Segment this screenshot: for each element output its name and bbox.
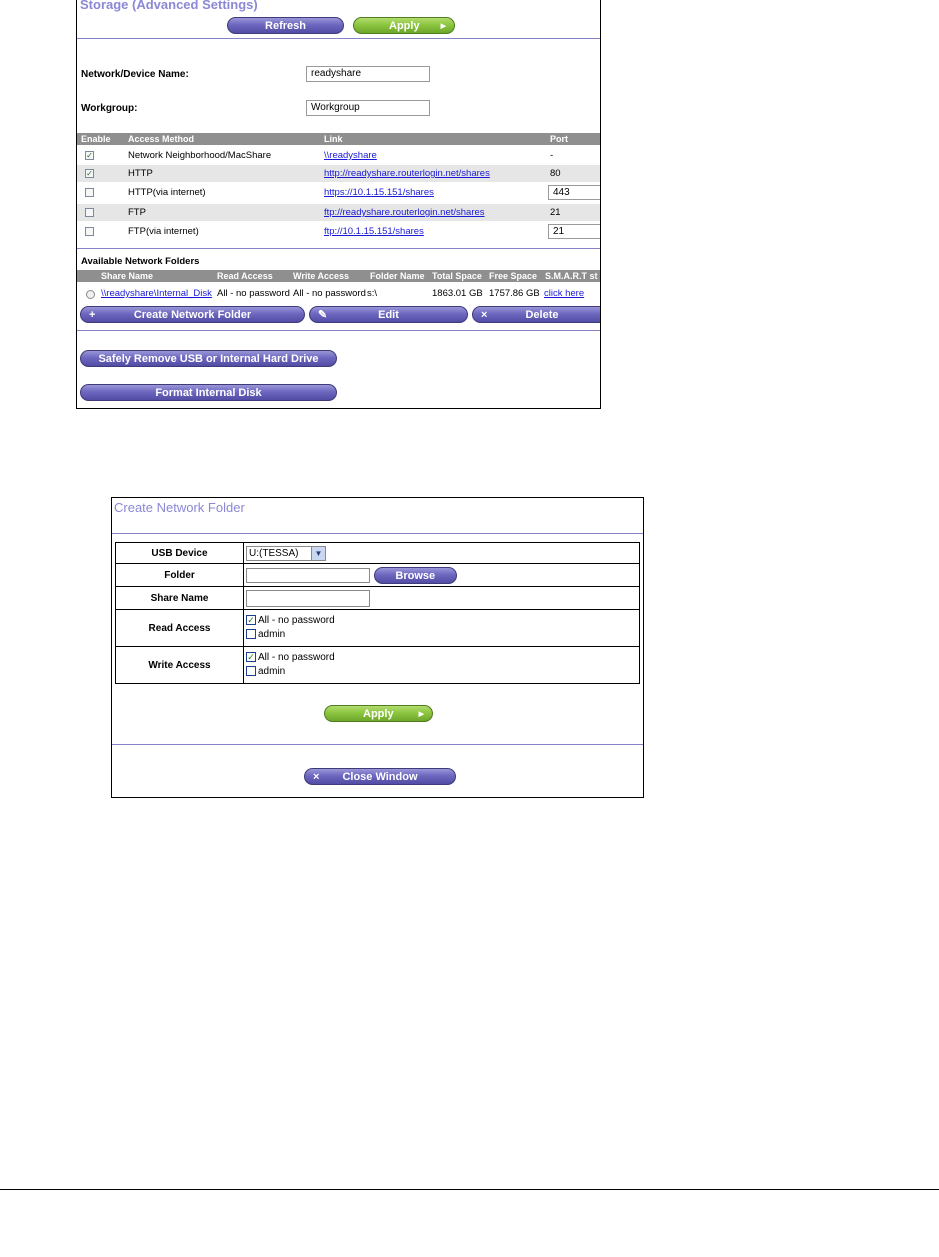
divider <box>77 38 600 39</box>
safely-remove-button[interactable]: Safely Remove USB or Internal Hard Drive <box>80 350 337 367</box>
storage-advanced-settings-panel <box>76 0 601 409</box>
smart-status-link[interactable]: click here <box>544 288 585 299</box>
write-option-all <box>244 651 639 665</box>
folder-cell <box>244 564 640 587</box>
device-name-input[interactable]: readyshare <box>306 66 430 82</box>
delete-button[interactable] <box>472 306 601 323</box>
col-folder-name: Folder Name <box>370 271 425 281</box>
folder-radio[interactable] <box>86 290 95 299</box>
port-input[interactable]: 443 <box>548 185 601 200</box>
access-row-http <box>77 165 600 182</box>
write-admin-checkbox[interactable] <box>246 666 256 676</box>
col-write-access: Write Access <box>293 271 350 281</box>
write-all-label: All - no password <box>258 652 335 663</box>
usb-device-label: USB Device <box>116 543 244 564</box>
access-row-http-internet <box>77 184 600 201</box>
col-read-access: Read Access <box>217 271 273 281</box>
footer-rule <box>0 1189 939 1190</box>
total-space: 1863.01 GB <box>432 288 483 299</box>
read-access-label: Read Access <box>116 610 244 647</box>
share-name-link[interactable]: \\readyshare\Internal_Disk <box>101 288 212 299</box>
chevron-down-icon: ▼ <box>311 547 325 560</box>
col-enable: Enable <box>81 134 111 144</box>
x-icon: × <box>481 309 488 321</box>
col-port: Port <box>550 134 568 144</box>
write-access: All - no password <box>293 288 366 299</box>
col-smart-status: S.M.A.R.T st <box>545 271 598 281</box>
folder-name: s:\ <box>367 288 378 299</box>
close-window-label: Close Window <box>342 771 418 783</box>
access-link[interactable]: \\readyshare <box>324 150 377 161</box>
enable-checkbox[interactable]: ✓ <box>86 151 93 160</box>
create-folder-form <box>115 542 640 684</box>
access-port: - <box>550 150 554 161</box>
delete-label: Delete <box>525 309 559 321</box>
refresh-button[interactable]: Refresh <box>227 17 344 34</box>
access-table-header <box>77 133 600 145</box>
read-admin-checkbox[interactable] <box>246 629 256 639</box>
access-port: 80 <box>550 168 561 179</box>
access-method: FTP <box>128 207 146 218</box>
create-network-folder-panel <box>111 497 644 798</box>
folder-input[interactable] <box>246 568 370 583</box>
apply-label: Apply <box>389 20 420 32</box>
access-row-neighborhood <box>77 147 600 164</box>
share-name-input[interactable] <box>246 590 370 607</box>
enable-checkbox[interactable] <box>85 227 94 236</box>
read-all-label: All - no password <box>258 615 335 626</box>
free-space: 1757.86 GB <box>489 288 540 299</box>
access-link[interactable]: ftp://readyshare.routerlogin.net/shares <box>324 207 485 218</box>
write-all-checkbox[interactable]: ✓ <box>247 652 255 663</box>
write-admin-label: admin <box>258 666 286 677</box>
read-option-admin <box>244 628 639 642</box>
enable-checkbox[interactable] <box>85 188 94 197</box>
usb-device-cell <box>244 543 640 564</box>
share-name-label: Share Name <box>116 587 244 610</box>
folders-table-header <box>77 270 600 282</box>
device-name-label: Network/Device Name: <box>81 69 189 80</box>
read-access-cell <box>244 610 640 647</box>
format-disk-button[interactable]: Format Internal Disk <box>80 384 337 401</box>
write-access-label: Write Access <box>116 647 244 684</box>
port-input[interactable]: 21 <box>548 224 601 239</box>
close-window-button[interactable] <box>304 768 456 785</box>
edit-label: Edit <box>378 309 399 321</box>
divider <box>112 744 643 745</box>
read-admin-label: admin <box>258 629 286 640</box>
divider <box>77 248 600 249</box>
dialog-title: Create Network Folder <box>114 500 245 515</box>
divider <box>112 533 643 534</box>
plus-icon: + <box>89 309 96 321</box>
access-method: HTTP <box>128 168 153 179</box>
edit-button[interactable] <box>309 306 468 323</box>
available-folders-heading: Available Network Folders <box>81 256 200 267</box>
enable-checkbox[interactable] <box>85 208 94 217</box>
usb-device-value: U:(TESSA) <box>249 547 299 559</box>
folder-row <box>77 285 600 302</box>
divider <box>77 330 600 331</box>
x-icon: × <box>313 771 320 783</box>
workgroup-input[interactable]: Workgroup <box>306 100 430 116</box>
access-row-ftp-internet <box>77 223 600 240</box>
enable-checkbox[interactable]: ✓ <box>86 169 93 178</box>
access-port: 21 <box>550 207 561 218</box>
access-link[interactable]: http://readyshare.routerlogin.net/shares <box>324 168 490 179</box>
access-link[interactable]: ftp://10.1.15.151/shares <box>324 226 424 237</box>
share-name-cell <box>244 587 640 610</box>
col-access-method: Access Method <box>128 134 195 144</box>
write-access-cell <box>244 647 640 684</box>
access-row-ftp <box>77 204 600 221</box>
arrow-right-icon: ▶ <box>440 23 446 30</box>
arrow-right-icon: ▶ <box>418 711 424 718</box>
col-share-name: Share Name <box>101 271 154 281</box>
read-access: All - no password <box>217 288 290 299</box>
write-option-admin <box>244 665 639 679</box>
folder-label: Folder <box>116 564 244 587</box>
pencil-icon: ✎ <box>318 309 328 321</box>
read-all-checkbox[interactable]: ✓ <box>247 615 255 626</box>
access-link[interactable]: https://10.1.15.151/shares <box>324 187 434 198</box>
col-free-space: Free Space <box>489 271 538 281</box>
browse-button[interactable]: Browse <box>374 567 457 584</box>
read-option-all <box>244 614 639 628</box>
usb-device-select[interactable] <box>246 546 326 561</box>
apply-folder-label: Apply <box>363 708 394 720</box>
col-link: Link <box>324 134 343 144</box>
workgroup-label: Workgroup: <box>81 103 138 114</box>
apply-button[interactable] <box>353 17 455 34</box>
col-total-space: Total Space <box>432 271 482 281</box>
access-method: HTTP(via internet) <box>128 187 206 198</box>
apply-folder-button[interactable] <box>324 705 433 722</box>
page-title: Storage (Advanced Settings) <box>80 0 258 12</box>
access-method: Network Neighborhood/MacShare <box>128 150 272 161</box>
create-network-folder-button[interactable] <box>80 306 305 323</box>
access-method: FTP(via internet) <box>128 226 199 237</box>
create-folder-label: Create Network Folder <box>133 309 252 321</box>
